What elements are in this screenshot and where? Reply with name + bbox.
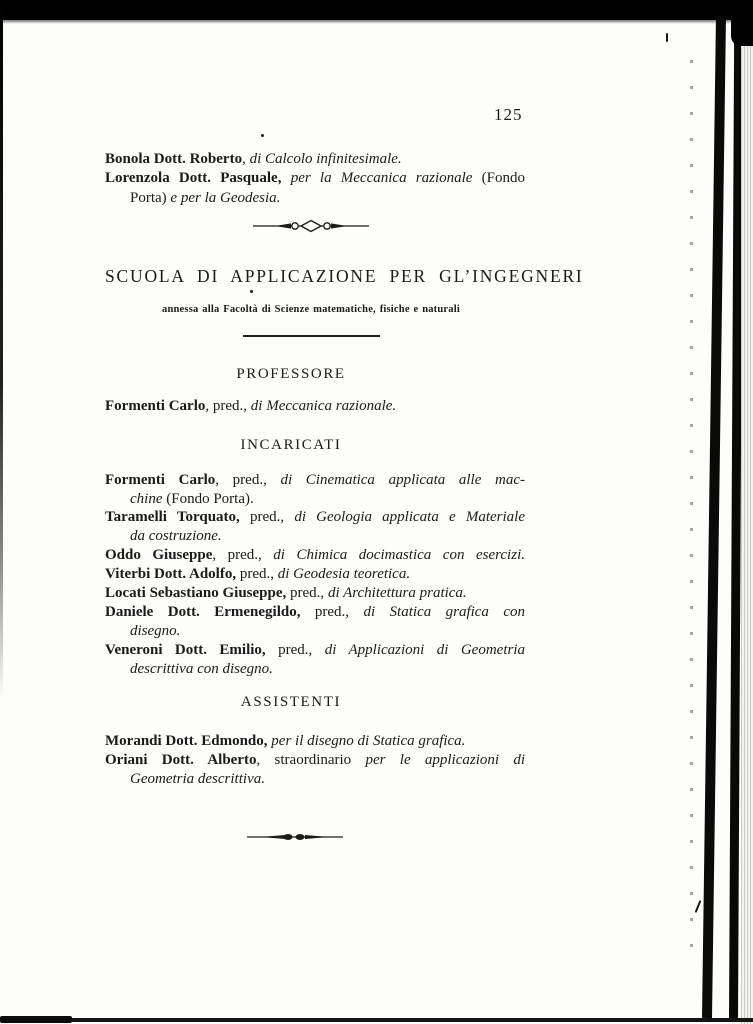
course-title: disegno. — [130, 622, 181, 639]
text-line — [105, 770, 525, 789]
course-title: di Cinematica applicata alle mac- — [280, 471, 525, 488]
text-line — [105, 508, 525, 527]
horizontal-rule — [243, 335, 380, 337]
scan-bottom-border — [0, 1018, 753, 1022]
course-title: per la Meccanica razionale — [281, 170, 482, 187]
text-line — [105, 471, 525, 490]
course-title: di Chimica docimastica con esercizi. — [273, 547, 525, 564]
incaricati-entries — [105, 471, 525, 679]
text-line — [105, 397, 525, 416]
text-line — [105, 732, 525, 751]
text-line — [105, 622, 525, 641]
plain-text: (Fondo — [481, 170, 526, 187]
course-title: per le applicazioni di — [365, 752, 526, 768]
plain-text: , straordinario — [256, 752, 366, 768]
scan-bottom-blob — [0, 1016, 72, 1023]
assistenti-entries — [105, 732, 525, 790]
course-title: di Meccanica razionale. — [250, 398, 397, 415]
section-heading-assistenti: ASSISTENTI — [240, 693, 342, 710]
page-number: 125 — [494, 105, 523, 124]
person-name: Daniele Dott. Ermenegildo, — [105, 603, 301, 620]
course-title: di Applicazioni di Geometria — [324, 641, 525, 658]
text-line — [105, 584, 525, 603]
person-name: Locati Sebastiano Giuseppe, — [105, 585, 287, 602]
text-line — [105, 527, 525, 546]
plain-text: (Fondo Porta). — [166, 490, 254, 507]
course-title: di Statica grafica con — [363, 603, 526, 620]
text-line — [105, 189, 525, 208]
course-title: per il disegno di Statica grafica. — [267, 732, 466, 749]
course-title: e per la Geodesia. — [170, 189, 281, 206]
scan-speck — [666, 33, 668, 42]
course-title: chine — [130, 490, 167, 507]
text-line — [105, 751, 525, 770]
faculty-intro-entries — [105, 150, 525, 208]
plain-text: pred., — [236, 566, 278, 583]
plain-text: pred., — [239, 509, 295, 526]
plain-text: pred., — [265, 641, 325, 658]
school-title: SCUOLA DI APPLICAZIONE PER GL’INGEGNERI — [105, 266, 584, 287]
course-title: di Architettura pratica. — [327, 585, 467, 602]
text-line — [105, 150, 525, 169]
plain-text: Porta) — [130, 189, 171, 206]
person-name: Bonola Dott. Roberto — [105, 151, 243, 167]
text-line — [105, 660, 525, 679]
person-name: Formenti Carlo — [105, 471, 216, 488]
plain-text: , pred., — [205, 398, 251, 415]
course-title: da costruzione. — [130, 528, 222, 545]
ornamental-divider-icon — [253, 219, 369, 233]
person-name: Lorenzola Dott. Pasquale, — [105, 170, 282, 187]
text-line — [105, 546, 525, 565]
person-name: Viterbi Dott. Adolfo, — [105, 566, 237, 583]
scan-speck — [261, 134, 264, 137]
scan-corner-shadow — [731, 0, 753, 46]
binding-speckle — [690, 60, 693, 960]
person-name: Morandi Dott. Edmondo, — [105, 732, 268, 749]
plain-text: , pred., — [215, 471, 281, 488]
course-title: di Geodesia teoretica. — [277, 566, 411, 583]
scan-top-border — [0, 0, 753, 20]
course-title: di Calcolo infinitesimale. — [249, 151, 402, 167]
text-line — [105, 641, 525, 660]
person-name: Oddo Giuseppe — [105, 547, 213, 564]
course-title: descrittiva con disegno. — [130, 660, 273, 677]
school-subtitle: annessa alla Facoltà di Scienze matematiche, fisiche e naturali — [162, 304, 460, 316]
page-content — [105, 150, 584, 842]
text-line — [105, 169, 525, 188]
course-title: di Geologia applicata e Materiale — [294, 509, 525, 526]
text-line — [105, 490, 525, 509]
plain-text: , — [242, 151, 250, 167]
plain-text: pred., — [300, 603, 364, 620]
scan-speck — [695, 900, 702, 913]
section-heading-professore: PROFESSORE — [236, 366, 346, 383]
person-name: Oriani Dott. Alberto — [105, 752, 257, 768]
text-line — [105, 565, 525, 584]
plain-text: , pred., — [212, 547, 274, 564]
plain-text: pred., — [286, 585, 328, 602]
professore-entries — [105, 397, 525, 416]
section-heading-incaricati: INCARICATI — [240, 436, 342, 453]
text-line — [105, 603, 525, 622]
person-name: Formenti Carlo — [105, 398, 206, 415]
person-name: Taramelli Torquato, — [105, 509, 240, 526]
course-title: Geometria descrittiva. — [130, 771, 265, 788]
ornamental-divider-icon — [247, 832, 343, 842]
book-binding-stripe — [702, 16, 726, 1018]
page-edge-texture — [741, 0, 753, 1024]
person-name: Veneroni Dott. Emilio, — [105, 641, 266, 658]
scan-left-border — [0, 0, 3, 700]
